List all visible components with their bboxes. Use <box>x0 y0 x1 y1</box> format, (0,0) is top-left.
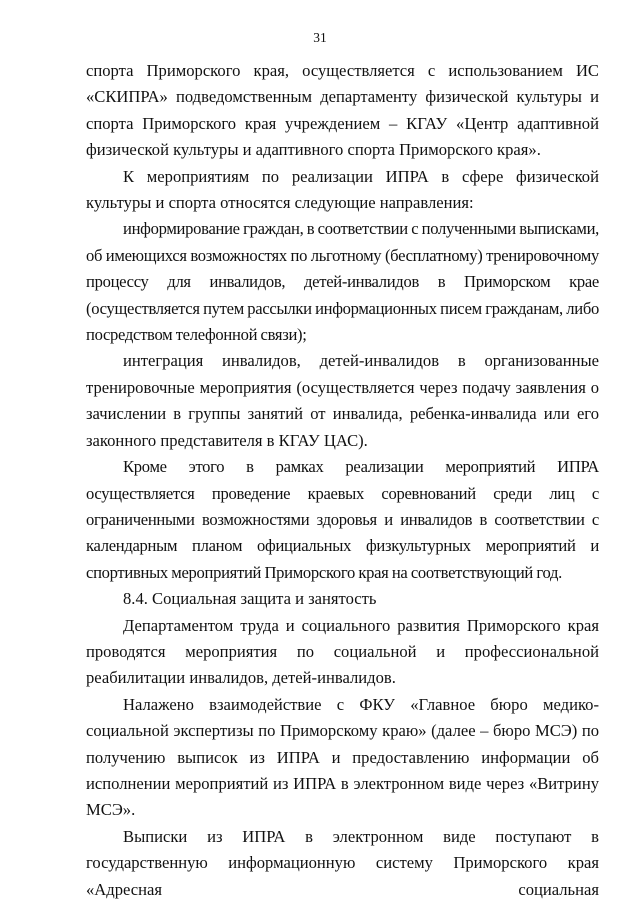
paragraph-cooperation: Налажено взаимодействие с ФКУ «Главное бюро медико-социальной экспертизы по Приморскому краю» (далее – бюро МСЭ) по получению выписок из ИПРА и предоставлению информации об исполнении мероприятий из ИПРА в электронном виде через «Витрину МСЭ». <box>86 694 599 820</box>
paragraph-continuation: спорта Приморского края, осуществляется с использованием ИС «СКИПРА» подведомственным департаменту физической культуры и спорта Приморского края учреждением – КГАУ «Центр адаптивной физической культуры и адаптивного спорта Приморского края». <box>86 61 599 160</box>
document-body <box>86 58 599 903</box>
paragraph-department: Департаментом труда и социального развития Приморского края проводятся мероприятия по социальной и профессиональной реабилитации инвалидов, детей-инвалидов. <box>86 615 599 688</box>
section-heading: 8.4. Социальная защита и занятость <box>123 589 377 609</box>
paragraph-integration: интеграция инвалидов, детей-инвалидов в организованные тренировочные мероприятия (осуществляется через подачу заявления о зачислении в группы занятий от инвалида, ребенка-инвалида или его законного представителя в КГАУ ЦАС). <box>86 351 599 450</box>
paragraph-extracts: Выписки из ИПРА в электронном виде поступают в государственную информационную систему Приморского края «Адресная социальная <box>86 826 599 899</box>
page-number: 31 <box>313 30 327 45</box>
paragraph-measures-intro: К мероприятиям по реализации ИПРА в сфере физической культуры и спорта относятся следующие направления: <box>86 166 599 213</box>
paragraph-informing: информирование граждан, в соответствии с полученными выписками, об имеющихся возможностях по льготному (бесплатному) тренировочному процессу для инвалидов, детей-инвалидов в Приморском крае (осуществляется путем рассылки информационных писем гражданам, либо посредством телефонной связи); <box>86 219 600 345</box>
paragraph-competitions: Кроме этого в рамках реализации мероприятий ИПРА осуществляется проведение краевых соревнований среди лиц с ограниченными возможностями здоровья и инвалидов в соответствии с календарным планом официальных физкультурных мероприятий и спортивных мероприятий Приморского края на соответствующий год. <box>86 457 599 582</box>
